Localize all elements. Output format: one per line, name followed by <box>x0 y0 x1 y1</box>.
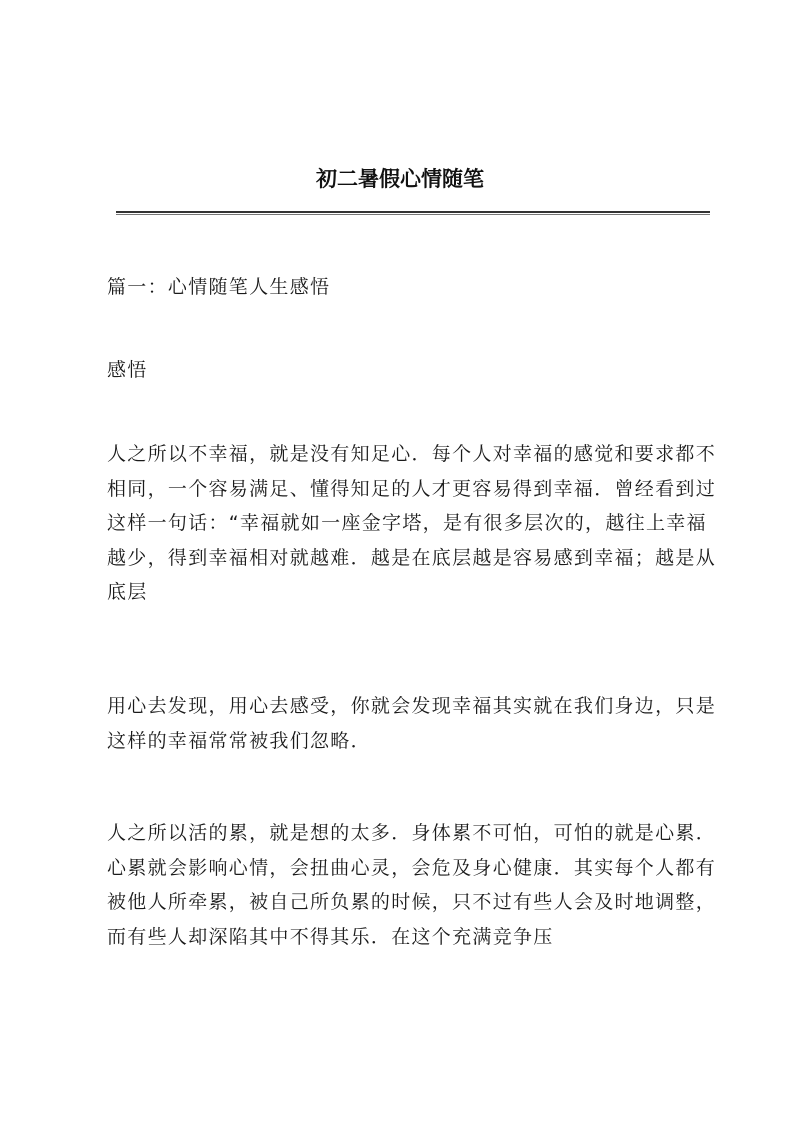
paragraph-2: 用心去发现，用心去感受，你就会发现幸福其实就在我们身边，只是这样的幸福常常被我们忽略． <box>107 695 717 752</box>
paragraph-3: 人之所以活的累，就是想的太多．身体累不可怕，可怕的就是心累．心累就会影响心情，会扭曲心灵，会危及身心健康．其实每个人都有被他人所牵累，被自己所负累的时候，只不过有些人会及时地调整，而有些人却深陷其中不得其乐．在这个充满竞争压 <box>107 822 717 948</box>
section-heading: 篇一：心情随笔人生感悟 <box>107 276 331 298</box>
document-title: 初二暑假心情随笔 <box>316 166 484 191</box>
sub-heading: 感悟 <box>107 359 148 381</box>
title-divider <box>116 211 710 213</box>
title-divider-thin <box>116 214 710 215</box>
paragraph-1: 人之所以不幸福，就是没有知足心．每个人对幸福的感觉和要求都不相同，一个容易满足、懂得知足的人才更容易得到幸福．曾经看到过这样一句话：“幸福就如一座金字塔，是有很多层次的，越往上幸福越少，得到幸福相对就越难．越是在底层越是容易感到幸福；越是从底层 <box>107 443 717 603</box>
